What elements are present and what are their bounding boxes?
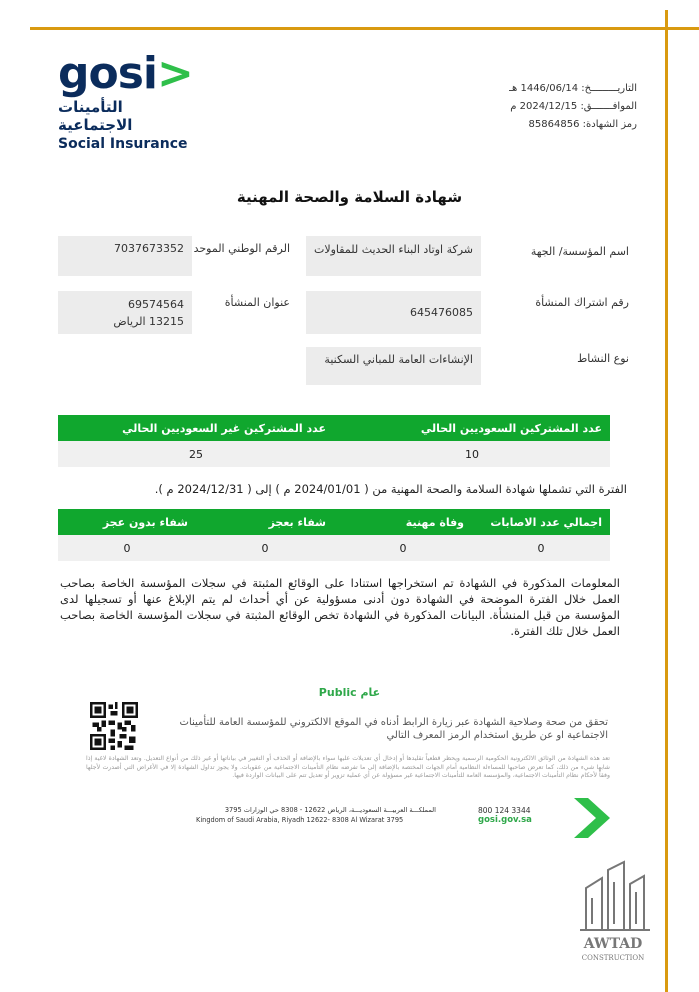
- public-label-ar: عام: [360, 686, 381, 699]
- injuries-value-row: [58, 535, 610, 561]
- period-text: الفترة التي تشملها شهادة السلامة والصحة المهنية من ( 2024/01/01 م ) إلى ( 2024/12/31 م ).: [154, 482, 627, 496]
- date-hijri: 1446/06/14 هـ: [509, 83, 579, 94]
- awtad-construction-logo: [572, 858, 654, 966]
- classification-label: [0, 686, 699, 699]
- logo-english: Social Insurance: [58, 136, 188, 152]
- public-label: Public: [318, 686, 357, 699]
- certificate-meta: [437, 80, 637, 134]
- address-label: عنوان المنشأة: [224, 296, 290, 309]
- recovery-with-disability-value: 0: [196, 535, 334, 561]
- qr-code-icon: [90, 702, 138, 750]
- occupational-death-value: 0: [334, 535, 472, 561]
- address-line1: 69574564: [128, 298, 184, 311]
- logo-chevron-icon: >: [157, 48, 193, 99]
- total-injuries-header: اجمالي عدد الاصابات: [472, 509, 610, 535]
- subscribers-table: [58, 415, 610, 467]
- logo-word: gosi: [58, 48, 157, 99]
- subscribers-header-row: [58, 415, 610, 441]
- activity-label: نوع النشاط: [577, 352, 629, 365]
- injuries-header-row: [58, 509, 610, 535]
- awtad-brand: AWTAD: [583, 936, 643, 952]
- entity-label: اسم المؤسسة/ الجهة: [530, 245, 629, 258]
- national-number-label: الرقم الوطني الموحد: [193, 242, 290, 255]
- date-hijri-label: التاريـــــــــخ:: [581, 83, 637, 94]
- legal-fine-print: تعد هذه الشهادة من الوثائق الالكترونية الحكومية الرسمية ويحظر قطعياً تقليدها أو إدخال أي تعديلات عليها سواء بالإضافة أو الحذف أو التغيير في بياناتها أو غير ذلك من أنواع التعديل. وتعد الشهادة لاغية إذا شابها شيء من ذلك، كما تعرض صاحبها للمساءلة النظامية أمام الجهات المختصة بالإضافة إلى ما تفرضه نظام التأمينات الاجتماعية من عقوبات. ولا يجوز تداول الشهادة إلا في الأغراض التي أصدرت لأجلها وفقاً لأحكام نظام التأمينات الاجتماعية، والمؤسسة العامة للتأمينات الاجتماعية غير مسؤولة عن أي عملية تزوير أو تعديل تتم على البيانات الواردة فيها.: [86, 755, 610, 779]
- subscription-label: رقم اشتراك المنشأة: [535, 296, 629, 309]
- address-line2: 13215 الرياض: [113, 315, 184, 328]
- occupational-death-header: وفاة مهنية: [334, 509, 472, 535]
- total-injuries-value: 0: [472, 535, 610, 561]
- gold-vertical-rule: [665, 10, 668, 992]
- subscription-value: 645476085: [306, 291, 481, 334]
- injuries-table: [58, 509, 610, 561]
- saudi-subscribers-value: 10: [334, 441, 610, 467]
- entity-value: شركة اوتاد البناء الحديث للمقاولات: [306, 236, 481, 276]
- phone-number: 800 124 3344: [478, 806, 531, 815]
- date-greg-label: الموافـــــــق:: [580, 101, 637, 112]
- non-saudi-subscribers-header: عدد المشتركين غير السعوديين الحالي: [58, 415, 334, 441]
- address-english: Kingdom of Saudi Arabia, Riyadh 12622- 8308 Al Wizarat 3795: [196, 816, 404, 824]
- address-value: [58, 291, 192, 334]
- cert-number: 85864856: [528, 119, 580, 130]
- disclaimer-paragraph: المعلومات المذكورة في الشهادة تم استخراجها استنادا على الوقائع المثبتة في سجلات المؤسسة الخاصة بصاحب العمل خلال الفترة الموضحة في الشهادة دون أدنى مسؤولية عن أي أحداث لم يتم الإبلاغ عنها أو تسجيلها لدى المؤسسة من قبل المنشأة. البيانات المذكورة في الشهادة تخص الوقائع المثبتة في سجلات المؤسسة الخاصة بصاحب العمل خلال تلك الفترة.: [60, 576, 620, 638]
- verification-text: تحقق من صحة وصلاحية الشهادة عبر زيارة الرابط أدناه في الموقع الالكتروني للمؤسسة العامة للتأمينات الاجتماعية او عن طريق استخدام الرمز المعرف التالي: [179, 717, 608, 741]
- activity-value: الإنشاءات العامة للمباني السكنية: [306, 347, 481, 385]
- non-saudi-subscribers-value: 25: [58, 441, 334, 467]
- awtad-sub: CONSTRUCTION: [581, 954, 645, 962]
- recovery-without-disability-value: 0: [58, 535, 196, 561]
- address-arabic: المملكـــة العربيـــة السعوديـــة، الرياض 12622 - 8308 حي الوزارات 3795: [224, 806, 436, 814]
- cert-number-label: رمز الشهادة:: [582, 119, 637, 130]
- recovery-without-disability-header: شفاء بدون عجز: [58, 509, 196, 535]
- logo-arabic: التأمينات الاجتماعية: [58, 98, 133, 134]
- website-link[interactable]: gosi.gov.sa: [478, 815, 532, 825]
- national-number-value: 7037673352: [58, 236, 192, 276]
- gosi-chevron-icon: [572, 796, 612, 840]
- subscribers-value-row: [58, 441, 610, 467]
- recovery-with-disability-header: شفاء بعجز: [196, 509, 334, 535]
- saudi-subscribers-header: عدد المشتركين السعوديين الحالي: [334, 415, 610, 441]
- page-title: شهادة السلامة والصحة المهنية: [236, 188, 463, 206]
- date-greg: 2024/12/15 م: [510, 101, 578, 112]
- gold-horizontal-rule: [30, 27, 699, 30]
- gosi-logo: [58, 48, 208, 152]
